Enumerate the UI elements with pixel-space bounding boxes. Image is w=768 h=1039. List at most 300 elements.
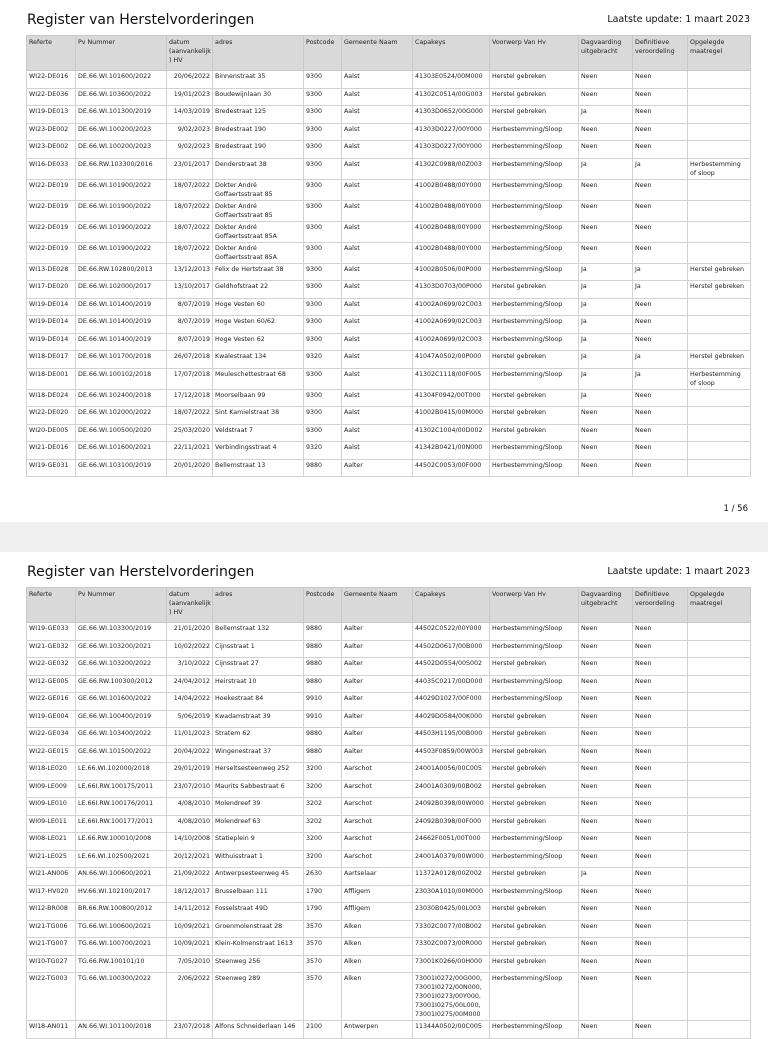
table-cell: Neen [633, 424, 688, 442]
table-cell: Herbestemming/Sloop [490, 675, 579, 693]
table-cell: Aarschot [342, 780, 413, 798]
table-cell: WI23-DE002 [27, 141, 76, 159]
table-cell: 29/01/2019 [167, 763, 213, 781]
table-cell: 11344A0502/00C005 [413, 1021, 490, 1039]
table-cell: Hoge Vesten 60/62 [213, 316, 304, 334]
table-cell: 3570 [304, 973, 342, 1021]
table-cell: 9300 [304, 407, 342, 425]
table-row [27, 955, 751, 973]
table-cell: Ja [579, 106, 633, 124]
table-cell: LE.66.WI.102000/2018 [76, 763, 167, 781]
table-cell: HV.66.WI.102100/2017 [76, 885, 167, 903]
table-cell: Neen [633, 407, 688, 425]
table-cell: DE.66.WI.101300/2019 [76, 106, 167, 124]
table-cell: Neen [579, 200, 633, 221]
table-cell: Steenweg 256 [213, 955, 304, 973]
table-cell [688, 442, 751, 460]
table-cell: Herstel gebreken [490, 106, 579, 124]
table-cell: Herstel gebreken [490, 281, 579, 299]
table-cell: Meuleschettestraat 68 [213, 368, 304, 389]
table-cell: Neen [579, 442, 633, 460]
table-cell [688, 88, 751, 106]
table-cell: Herstel gebreken [688, 351, 751, 369]
table-row [27, 351, 751, 369]
table-cell: Neen [633, 88, 688, 106]
table-cell: 23/07/2010 [167, 780, 213, 798]
table-cell: Herstel gebreken [490, 71, 579, 89]
table-cell: 9/02/2023 [167, 141, 213, 159]
table-cell: Aarschot [342, 815, 413, 833]
table-cell: WI19-DE014 [27, 333, 76, 351]
table-cell: 20/04/2022 [167, 745, 213, 763]
table-cell: Neen [579, 850, 633, 868]
table-cell: Neen [633, 106, 688, 124]
table-row [27, 728, 751, 746]
table-row [27, 973, 751, 1021]
table-body [27, 71, 751, 477]
table-cell: DE.66.WI.101400/2019 [76, 333, 167, 351]
table-cell: 44502D0617/00B000 [413, 640, 490, 658]
table-cell: Dokter André Goffaertsstraat 85 [213, 200, 304, 221]
table-cell: Herstel gebreken [490, 780, 579, 798]
table-cell: LE.66I.RW.100177/2011 [76, 815, 167, 833]
table-cell: 2/06/2022 [167, 973, 213, 1021]
table-cell: LE.66I.RW.100176/2011 [76, 798, 167, 816]
table-cell: 18/07/2022 [167, 407, 213, 425]
table-cell: Molendreef 63 [213, 815, 304, 833]
table-cell: Affligem [342, 885, 413, 903]
table-cell: 41302C0514/00G003 [413, 88, 490, 106]
table-cell: Ja [579, 158, 633, 179]
table-cell: Herbestemming/Sloop [490, 141, 579, 159]
table-cell: 41304F0942/00T000 [413, 389, 490, 407]
table-cell: Maurits Sabbestraat 6 [213, 780, 304, 798]
table-cell: WI22-TG003 [27, 973, 76, 1021]
table-cell: Groenmolenstraat 28 [213, 920, 304, 938]
table-cell: 24/04/2012 [167, 675, 213, 693]
table-cell: 24092B0398/00W000 [413, 798, 490, 816]
table-cell: 14/10/2008 [167, 833, 213, 851]
table-cell: BR.66.RW.100800/2012 [76, 903, 167, 921]
table-cell: Aalst [342, 123, 413, 141]
table-cell: Neen [579, 221, 633, 242]
table-cell: 9880 [304, 640, 342, 658]
table-cell: Neen [633, 141, 688, 159]
table-cell: 17/12/2018 [167, 389, 213, 407]
table-cell: GE.66.WI.100400/2019 [76, 710, 167, 728]
table-cell: 24001A0379/00W000 [413, 850, 490, 868]
table-cell [688, 106, 751, 124]
table-row [27, 106, 751, 124]
table-cell: 3202 [304, 815, 342, 833]
table-cell: Aalst [342, 200, 413, 221]
table-row [27, 442, 751, 460]
table-cell [688, 640, 751, 658]
table-cell [688, 693, 751, 711]
table-cell: 9880 [304, 745, 342, 763]
table-cell: 41303D0227/00Y000 [413, 123, 490, 141]
table-row [27, 424, 751, 442]
table-cell: 8/07/2019 [167, 298, 213, 316]
column-header: Capakeys [413, 36, 490, 71]
table-cell: 17/07/2018 [167, 368, 213, 389]
table-cell: Neen [633, 298, 688, 316]
table-cell: Moorselbaan 99 [213, 389, 304, 407]
table-cell: Neen [633, 710, 688, 728]
column-header: Referte [27, 588, 76, 623]
table-cell: 9300 [304, 106, 342, 124]
table-cell: 9300 [304, 333, 342, 351]
table-cell: Aalst [342, 71, 413, 89]
table-cell: Neen [633, 920, 688, 938]
table-cell: DE.66.WI.101400/2019 [76, 316, 167, 334]
table-cell: 24092B0398/00F000 [413, 815, 490, 833]
table-cell: 14/03/2019 [167, 106, 213, 124]
table-cell: 9300 [304, 88, 342, 106]
table-row [27, 158, 751, 179]
table-cell [688, 333, 751, 351]
table-cell: Neen [633, 903, 688, 921]
table-cell: 19/01/2023 [167, 88, 213, 106]
column-header: Dagvaarding uitgebracht [579, 36, 633, 71]
table-cell: Herbestemming/Sloop [490, 200, 579, 221]
table-cell: 41303E0524/00M000 [413, 71, 490, 89]
table-cell [688, 459, 751, 477]
table-row [27, 658, 751, 676]
table-cell: Herstel gebreken [490, 424, 579, 442]
table-cell: Neen [633, 675, 688, 693]
table-row [27, 316, 751, 334]
table-cell: GE.66.WI.103300/2019 [76, 623, 167, 641]
table-cell: Neen [633, 973, 688, 1021]
table-cell: 9300 [304, 368, 342, 389]
table-cell: 9300 [304, 298, 342, 316]
table-cell: Neen [579, 459, 633, 477]
table-cell: WI08-LE021 [27, 833, 76, 851]
table-cell: Neen [633, 71, 688, 89]
table-cell: 18/07/2022 [167, 221, 213, 242]
table-row [27, 71, 751, 89]
table-cell [688, 658, 751, 676]
table-cell: 41002B0488/00Y000 [413, 179, 490, 200]
table-cell [688, 316, 751, 334]
table-cell: Herbestemming/Sloop [490, 179, 579, 200]
table-cell: Aalter [342, 728, 413, 746]
table-cell: 44503F0859/00W003 [413, 745, 490, 763]
table-cell: Neen [633, 123, 688, 141]
table-cell: Statieplein 9 [213, 833, 304, 851]
table-cell: Herbestemming/Sloop [490, 298, 579, 316]
table-cell: Herstel gebreken [490, 351, 579, 369]
table-cell [688, 424, 751, 442]
table-row [27, 281, 751, 299]
table-cell: Fosselstraat 49D [213, 903, 304, 921]
column-header: Opgelegde maatregel [688, 588, 751, 623]
register-table [26, 35, 751, 477]
table-cell: 41002A0699/02C003 [413, 298, 490, 316]
table-cell [688, 407, 751, 425]
table-cell: 9880 [304, 623, 342, 641]
table-cell: Neen [633, 459, 688, 477]
table-cell [688, 710, 751, 728]
table-cell: Herstel gebreken [490, 815, 579, 833]
table-cell: 9300 [304, 71, 342, 89]
table-cell: 18/07/2022 [167, 242, 213, 263]
column-header: adres [213, 588, 304, 623]
table-cell: Neen [579, 693, 633, 711]
table-cell: Aalst [342, 263, 413, 281]
table-cell: 3570 [304, 955, 342, 973]
table-cell: 9300 [304, 221, 342, 242]
table-row [27, 868, 751, 886]
table-row [27, 815, 751, 833]
table-cell: Bredestraat 125 [213, 106, 304, 124]
table-cell [688, 728, 751, 746]
table-cell: 44035C0217/00D000 [413, 675, 490, 693]
register-table [26, 587, 751, 1039]
table-row [27, 833, 751, 851]
table-cell: 26/07/2018 [167, 351, 213, 369]
table-cell: Ja [633, 368, 688, 389]
table-cell: Aalst [342, 351, 413, 369]
table-cell: 41002B0488/00Y000 [413, 221, 490, 242]
table-cell: DE.66.WI.102000/2022 [76, 407, 167, 425]
table-row [27, 798, 751, 816]
table-cell: Klein-Kolmenstraat 1613 [213, 938, 304, 956]
table-cell: 4/08/2010 [167, 798, 213, 816]
table-cell: Aalter [342, 640, 413, 658]
table-cell [688, 780, 751, 798]
table-cell: 41002B0415/00M000 [413, 407, 490, 425]
table-cell [688, 389, 751, 407]
table-row [27, 693, 751, 711]
table-cell: Ja [633, 351, 688, 369]
table-cell: WI22-DE036 [27, 88, 76, 106]
table-cell: AN.66.WI.100600/2021 [76, 868, 167, 886]
table-cell: Aalst [342, 242, 413, 263]
column-header: Postcode [304, 588, 342, 623]
table-cell: WI19-GE004 [27, 710, 76, 728]
table-cell: Cijnsstraat 27 [213, 658, 304, 676]
last-update-label: Laatste update: 1 maart 2023 [607, 14, 750, 25]
table-cell: 20/12/2021 [167, 850, 213, 868]
table-cell: WI18-AN011 [27, 1021, 76, 1039]
table-cell: 4/08/2010 [167, 815, 213, 833]
table-cell [688, 903, 751, 921]
table-cell: 23/07/2018 [167, 1021, 213, 1039]
table-cell [688, 675, 751, 693]
table-cell: Alken [342, 955, 413, 973]
table-cell: Neen [579, 242, 633, 263]
table-cell: Ja [579, 351, 633, 369]
table-cell: Molendreef 39 [213, 798, 304, 816]
table-cell: 9300 [304, 263, 342, 281]
table-cell: DE.66.WI.101600/2022 [76, 71, 167, 89]
table-cell: 9320 [304, 442, 342, 460]
table-cell: 9300 [304, 141, 342, 159]
table-cell: 3570 [304, 920, 342, 938]
table-cell: WI19-DE014 [27, 298, 76, 316]
table-cell: WI18-DE001 [27, 368, 76, 389]
table-cell: WI13-DE028 [27, 263, 76, 281]
table-cell: Neen [633, 798, 688, 816]
table-cell: Herbestemming/Sloop [490, 242, 579, 263]
table-cell: 21/09/2022 [167, 868, 213, 886]
table-row [27, 920, 751, 938]
table-cell [688, 973, 751, 1021]
table-cell [688, 242, 751, 263]
table-cell: Neen [579, 658, 633, 676]
table-cell: Neen [579, 938, 633, 956]
table-cell: Neen [579, 763, 633, 781]
table-cell: DE.66.WI.101600/2021 [76, 442, 167, 460]
column-header: Capakeys [413, 588, 490, 623]
table-cell: DE.66.WI.100102/2018 [76, 368, 167, 389]
table-cell: Withuisstraat 1 [213, 850, 304, 868]
table-cell: Herbestemming/Sloop [490, 885, 579, 903]
table-cell: 3200 [304, 763, 342, 781]
table-cell: Herbestemming/Sloop [490, 333, 579, 351]
table-cell: Bellemstraat 13 [213, 459, 304, 477]
table-cell: 10/09/2021 [167, 920, 213, 938]
table-cell: 20/06/2022 [167, 71, 213, 89]
table-cell: Herbestemming/Sloop [490, 368, 579, 389]
table-cell: WI20-DE005 [27, 424, 76, 442]
table-cell: Stratem 62 [213, 728, 304, 746]
table-row [27, 885, 751, 903]
table-cell: Wingenestraat 37 [213, 745, 304, 763]
table-cell: Herstel gebreken [490, 728, 579, 746]
table-cell: DE.66.WI.102400/2018 [76, 389, 167, 407]
table-row [27, 407, 751, 425]
table-cell: WI22-GE015 [27, 745, 76, 763]
table-row [27, 850, 751, 868]
table-cell: 41303D0652/00G000 [413, 106, 490, 124]
table-cell: Aalst [342, 281, 413, 299]
table-cell: Aalst [342, 106, 413, 124]
column-header: Definitieve veroordeling [633, 588, 688, 623]
table-cell: Ja [633, 281, 688, 299]
table-row [27, 368, 751, 389]
table-cell: 9300 [304, 281, 342, 299]
table-cell: 3/10/2022 [167, 658, 213, 676]
table-cell: Aalst [342, 424, 413, 442]
table-row [27, 710, 751, 728]
table-cell: 23030A1010/00M000 [413, 885, 490, 903]
table-cell: Neen [633, 200, 688, 221]
table-cell: Neen [633, 1021, 688, 1039]
table-cell: 9300 [304, 389, 342, 407]
table-cell: 11/01/2023 [167, 728, 213, 746]
page-header [0, 552, 768, 586]
table-cell: DE.66.WI.100500/2020 [76, 424, 167, 442]
table-cell: Neen [633, 850, 688, 868]
table-cell: TG.66.WI.100600/2021 [76, 920, 167, 938]
table-cell: Aalst [342, 88, 413, 106]
table-cell: GE.66.WI.103100/2019 [76, 459, 167, 477]
table-cell: 44503H1195/00B000 [413, 728, 490, 746]
table-cell [688, 200, 751, 221]
table-cell: AN.66.WI.101100/2018 [76, 1021, 167, 1039]
table-cell: 8/07/2019 [167, 333, 213, 351]
table-cell: 41302C0988/00Z003 [413, 158, 490, 179]
table-cell: WI18-LE020 [27, 763, 76, 781]
table-cell: 44502C0053/00F000 [413, 459, 490, 477]
table-cell: 44029D1027/00F000 [413, 693, 490, 711]
table-cell: Aalter [342, 745, 413, 763]
table-cell [688, 141, 751, 159]
page-number: 1 / 56 [723, 504, 748, 514]
table-cell: 9880 [304, 658, 342, 676]
table-cell: Herbestemming/Sloop [490, 623, 579, 641]
table-row [27, 141, 751, 159]
table-cell: 41002A0699/02C003 [413, 333, 490, 351]
table-cell: 24001A0056/00C005 [413, 763, 490, 781]
table-cell: Ja [579, 389, 633, 407]
table-cell: WI09-LE011 [27, 815, 76, 833]
table-cell: Aalter [342, 658, 413, 676]
table-cell: WI17-DE020 [27, 281, 76, 299]
table-cell: 24662F0051/00T000 [413, 833, 490, 851]
table-cell: 18/07/2022 [167, 200, 213, 221]
table-cell: Neen [633, 745, 688, 763]
table-cell: Bredestraat 190 [213, 123, 304, 141]
table-cell: Neen [579, 885, 633, 903]
column-header: adres [213, 36, 304, 71]
table-cell: Neen [633, 623, 688, 641]
column-header: Opgelegde maatregel [688, 36, 751, 71]
table-cell: 18/07/2022 [167, 179, 213, 200]
table-cell: Dokter André Goffaertsstraat 85A [213, 242, 304, 263]
table-cell: Herstel gebreken [490, 955, 579, 973]
table-cell: Neen [633, 833, 688, 851]
table-cell: Neen [579, 833, 633, 851]
table-cell: DE.66.WI.101900/2022 [76, 200, 167, 221]
table-cell: 18/12/2017 [167, 885, 213, 903]
table-cell: Brusselbaan 111 [213, 885, 304, 903]
table-cell: DE.66.WI.101700/2018 [76, 351, 167, 369]
table-cell: Aalst [342, 333, 413, 351]
table-cell: Herstel gebreken [490, 407, 579, 425]
table-row [27, 763, 751, 781]
table-cell: Herstel gebreken [490, 658, 579, 676]
table-cell: Kwadamstraat 39 [213, 710, 304, 728]
table-cell: DE.66.WI.101900/2022 [76, 179, 167, 200]
table-cell: WI22-DE019 [27, 221, 76, 242]
table-cell: WI22-DE020 [27, 407, 76, 425]
table-cell: Aalst [342, 179, 413, 200]
table-cell: Neen [633, 780, 688, 798]
table-cell: 9300 [304, 316, 342, 334]
table-cell: Aalst [342, 389, 413, 407]
table-cell: DE.66.WI.103600/2022 [76, 88, 167, 106]
table-cell: 9300 [304, 123, 342, 141]
table-cell: 14/04/2022 [167, 693, 213, 711]
table-cell: Boudewijnlaan 30 [213, 88, 304, 106]
table-cell: Neen [579, 955, 633, 973]
table-cell: DE.66.WI.102000/2017 [76, 281, 167, 299]
table-cell: 41342B0421/00N000 [413, 442, 490, 460]
table-cell: Ja [579, 298, 633, 316]
table-cell: 10/09/2021 [167, 938, 213, 956]
table-cell: Neen [579, 815, 633, 833]
table-cell: Herstel gebreken [490, 763, 579, 781]
table-cell: 9300 [304, 158, 342, 179]
document-title: Register van Herstelvorderingen [27, 564, 255, 580]
table-cell: 41303D0703/00P000 [413, 281, 490, 299]
table-cell: 41047A0502/00P000 [413, 351, 490, 369]
column-header: Referte [27, 36, 76, 71]
